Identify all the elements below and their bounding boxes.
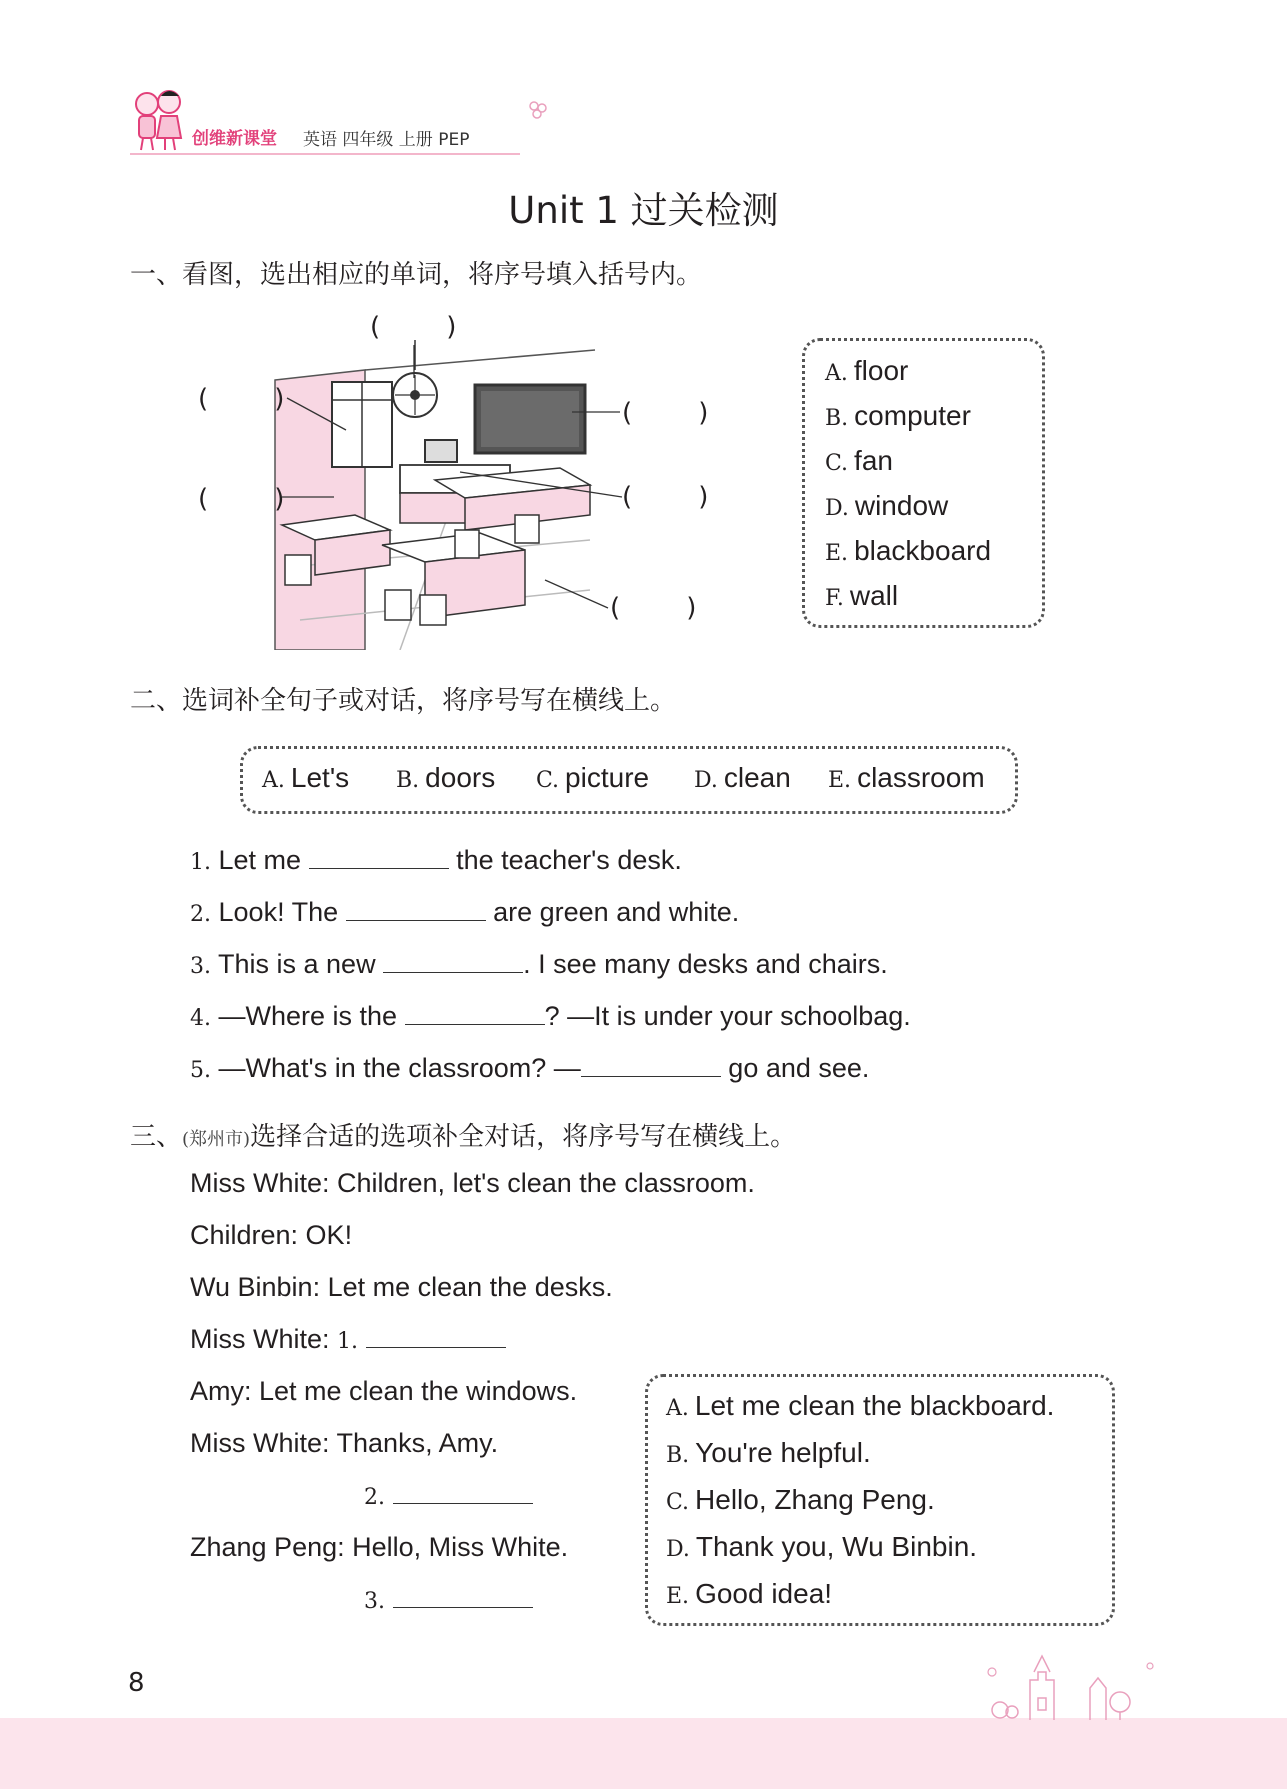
- sentence-5: 5. —What's in the classroom? — go and see.: [190, 1053, 870, 1083]
- dialogue-line: Miss White: Children, let's clean the classroom.: [190, 1168, 755, 1198]
- option-f: F. wall: [825, 580, 899, 611]
- page-number: 8: [128, 1668, 145, 1698]
- answer-blank[interactable]: [405, 1002, 545, 1025]
- option-b: B. computer: [825, 400, 971, 431]
- page-title: Unit 1 过关检测: [508, 189, 779, 232]
- header-book-info: 英语 四年级 上册 PEP: [303, 130, 470, 150]
- dialogue-line: Zhang Peng: Hello, Miss White.: [190, 1532, 569, 1562]
- option-d: D. Thank you, Wu Binbin.: [666, 1531, 978, 1562]
- answer-blank[interactable]: [309, 846, 449, 869]
- answer-bracket-computer[interactable]: ( ): [622, 482, 709, 512]
- dialogue-line: Miss White: Thanks, Amy.: [190, 1428, 499, 1458]
- dialogue-line-with-blank-1: Miss White: 1.: [190, 1324, 506, 1355]
- option-d: D. window: [825, 490, 949, 521]
- blank-line-2: 2.: [364, 1480, 533, 1511]
- answer-bracket-wall[interactable]: ( ): [198, 484, 285, 514]
- option-d: D. clean: [694, 762, 791, 793]
- dialogue-line: Amy: Let me clean the windows.: [190, 1376, 578, 1406]
- answer-bracket-blackboard[interactable]: ( ): [622, 398, 709, 428]
- answer-blank[interactable]: [346, 898, 486, 921]
- section-3-source: (郑州市): [182, 1129, 251, 1150]
- option-b: B. You're helpful.: [666, 1437, 871, 1468]
- answer-bracket-floor[interactable]: ( ): [610, 593, 697, 623]
- option-c: C. fan: [825, 445, 893, 476]
- header-brand: 创维新课堂: [192, 129, 277, 149]
- option-b: B. doors: [396, 762, 496, 793]
- answer-blank[interactable]: [366, 1325, 506, 1348]
- option-a: A. Let me clean the blackboard.: [666, 1390, 1055, 1421]
- option-e: E. Good idea!: [666, 1578, 833, 1609]
- option-c: C. Hello, Zhang Peng.: [666, 1484, 935, 1515]
- answer-bracket-fan[interactable]: ( ): [370, 312, 457, 342]
- sentence-2: 2. Look! The are green and white.: [190, 897, 740, 927]
- option-e: E. classroom: [828, 762, 985, 793]
- answer-blank[interactable]: [393, 1481, 533, 1504]
- answer-blank[interactable]: [581, 1054, 721, 1077]
- footer-band: [0, 1718, 1287, 1789]
- option-a: A. floor: [825, 355, 909, 386]
- answer-bracket-window[interactable]: ( ): [198, 384, 285, 414]
- answer-blank[interactable]: [383, 950, 523, 973]
- castle-icon: [980, 1650, 1160, 1722]
- section-3-title: 三、(郑州市)选择合适的选项补全对话，将序号写在横线上。: [130, 1122, 797, 1152]
- option-c: C. picture: [536, 762, 650, 793]
- option-e: E. blackboard: [825, 535, 992, 566]
- option-a: A. Let's: [262, 762, 350, 793]
- dialogue-line: Wu Binbin: Let me clean the desks.: [190, 1272, 613, 1302]
- answer-blank[interactable]: [393, 1585, 533, 1608]
- section-1-title: 一、看图，选出相应的单词，将序号填入括号内。: [130, 260, 703, 290]
- sentence-1: 1. Let me the teacher's desk.: [190, 845, 682, 875]
- blank-line-3: 3.: [364, 1584, 533, 1615]
- dialogue-line: Children: OK!: [190, 1220, 353, 1250]
- section-2-title: 二、选词补全句子或对话，将序号写在横线上。: [130, 686, 677, 716]
- sentence-4: 4. —Where is the ? —It is under your schoolbag.: [190, 1001, 911, 1031]
- sentence-3: 3. This is a new . I see many desks and chairs.: [190, 949, 888, 979]
